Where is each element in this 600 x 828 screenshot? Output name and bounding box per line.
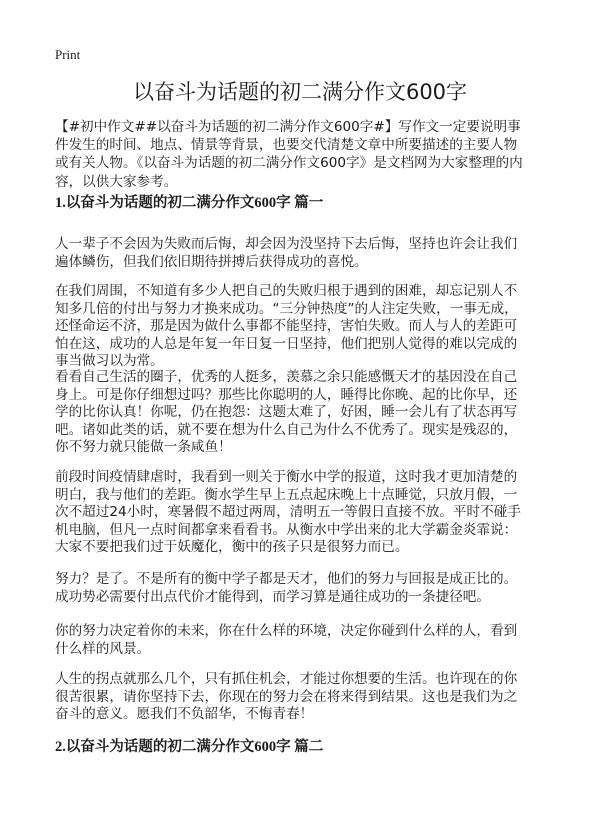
- paragraph: 在我们周围，不知道有多少人把自己的失败归根于遇到的困难，却忘记别人不知多几倍的付出与努力才换来成功。“三分钟热度”的人注定失败，一事无成，还怪命运不济，那是因为做什么事都不能坚持，害怕失败。而人与人的差距可怕在这，成功的人总是年复一年日复一日坚持，他们把别人觉得的难以完成的事当做习以为常。: [55, 283, 518, 370]
- intro-paragraph: 【#初中作文##以奋斗为话题的初二满分作文600字#】写作文一定要说明事件发生的时间、地点、情景等背景，也要交代清楚文章中所要描述的主要人物或有关人物。《以奋斗为话题的初二满分作文600字》是文档网为大家整理的内容，以供大家参考。: [55, 119, 523, 190]
- section-heading-2: 2.以奋斗为话题的初二满分作文600字 篇二: [55, 739, 324, 755]
- section-heading-1: 1.以奋斗为话题的初二满分作文600字 篇一: [55, 195, 324, 211]
- paragraph: 人生的拐点就那么几个，只有抓住机会，才能过你想要的生活。也许现在的你很苦很累，请你坚持下去，你现在的努力会在将来得到结果。这也是我们为之奋斗的意义。愿我们不负韶华，不悔青春！: [55, 671, 518, 723]
- paragraph: 你的努力决定着你的未来，你在什么样的环境，决定你碰到什么样的人，看到什么样的风景。: [55, 623, 518, 657]
- paragraph: 人一辈子不会因为失败而后悔，却会因为没坚持下去后悔，坚持也许会让我们遍体鳞伤，但我们依旧期待拼搏后获得成功的喜悦。: [55, 236, 518, 270]
- paragraph: 前段时间疫情肆虐时，我看到一则关于衡水中学的报道，这时我才更加清楚的明白，我与他们的差距。衡水学生早上五点起床晚上十点睡觉，只放月假，一次不超过24小时，寒暑假不超过两周，清明五一等假日直接不放。平时不碰手机电脑，但凡一点时间都拿来看看书。从衡水中学出来的北大学霸金炎霏说：大家不要把我们过于妖魔化，衡中的孩子只是很努力而已。: [55, 469, 521, 556]
- paragraph: 看看自己生活的圈子，优秀的人挺多，羡慕之余只能感慨天才的基因没在自己身上。可是你仔细想过吗？那些比你聪明的人，睡得比你晚、起的比你早，还学的比你认真！你呢，仍在抱怨：这题太难了，好困，睡一会儿有了状态再写吧。诸如此类的话，就不要在想为什么自己为什么不优秀了。现实是残忍的，你不努力就只能做一条咸鱼！: [55, 369, 518, 456]
- paragraph: 努力？是了。不是所有的衡中学子都是天才，他们的努力与回报是成正比的。成功势必需要付出点代价才能得到，而学习算是通往成功的一条捷径吧。: [55, 571, 518, 605]
- print-label: Print: [55, 47, 81, 62]
- page-title: 以奋斗为话题的初二满分作文600字: [132, 80, 468, 104]
